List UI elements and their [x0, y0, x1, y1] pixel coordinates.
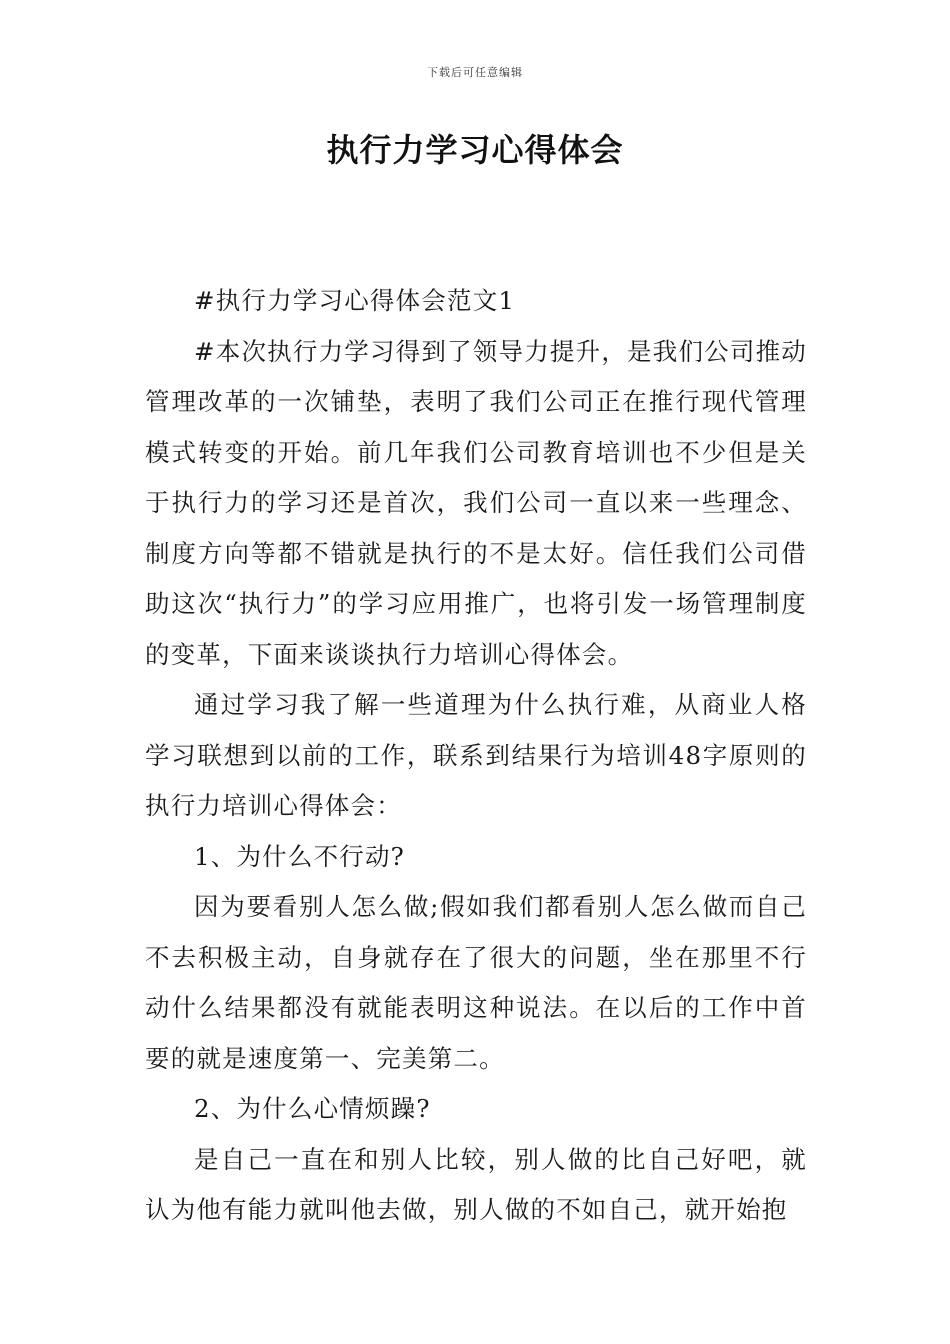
- document-body: [145, 276, 807, 1236]
- paragraph-question-1: 1、为什么不行动?: [194, 841, 406, 871]
- paragraph: 通过学习我了解一些道理为什么执行难，从商业人格学习联想到以前的工作，联系到结果行为培训48字原则的执行力培训心得体会：: [145, 690, 807, 820]
- paragraph: 因为要看别人怎么做;假如我们都看别人怎么做而自己不去积极主动，自身就存在了很大的问题，坐在那里不行动什么结果都没有就能表明这种说法。在以后的工作中首要的就是速度第一、完美第二。: [145, 892, 807, 1073]
- paragraph-section-heading: #执行力学习心得体会范文1: [194, 286, 516, 315]
- paragraph-question-2: 2、为什么心情烦躁?: [194, 1094, 431, 1123]
- paragraph: #本次执行力学习得到了领导力提升，是我们公司推动管理改革的一次铺垫，表明了我们公司正在推行现代管理模式转变的开始。前几年我们公司教育培训也不少但是关于执行力的学习还是首次，我们公司一直以来一些理念、制度方向等都不错就是执行的不是太好。信任我们公司借助这次“执行力”的学习应用推广，也将引发一场管理制度的变革，下面来谈谈执行力培训心得体会。: [145, 336, 807, 669]
- header-note: 下载后可任意编辑: [427, 66, 523, 79]
- paragraph: 是自己一直在和别人比较，别人做的比自己好吧，就认为他有能力就叫他去做，别人做的不如自己，就开始抱: [145, 1144, 807, 1224]
- document-title: 执行力学习心得体会: [326, 131, 624, 169]
